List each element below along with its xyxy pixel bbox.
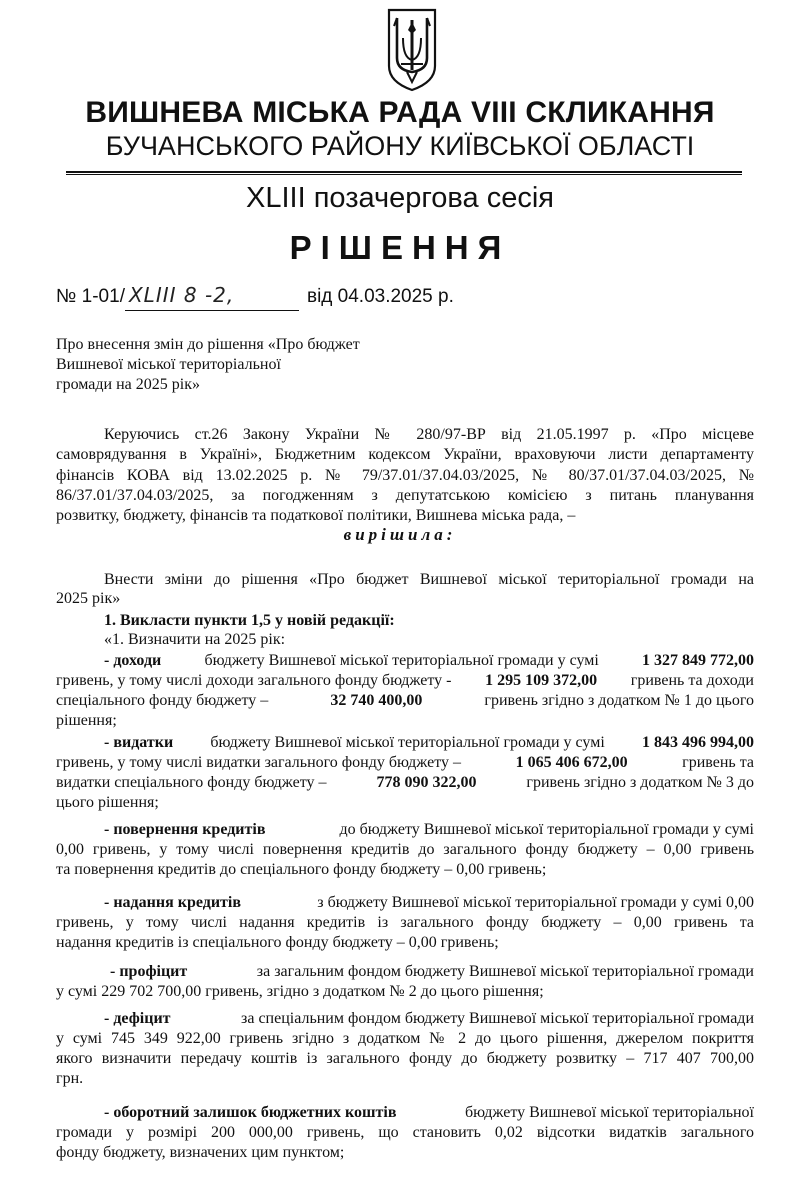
income-line: рішення;	[56, 712, 117, 729]
document-date: 04.03.2025 р.	[337, 286, 454, 307]
income-label: - доходи	[104, 652, 162, 669]
loan-issue-line	[104, 893, 754, 913]
income-total: 1 327 849 772,00	[641, 652, 754, 669]
income-line	[104, 651, 754, 671]
loan-return-line: та повернення кредитів до спеціального фонду бюджету – 0,00 гривень;	[56, 861, 547, 878]
deficit-text: за спеціальним фондом бюджету Вишневої міської територіальної громади	[241, 1010, 754, 1027]
deficit-line: у сумі 745 349 922,00 гривень згідно з додатком № 2 до цього рішення, джерелом покриття	[56, 1030, 754, 1047]
loan-return-line: 0,00 гривень, у тому числі повернення кредитів до загального фонду бюджету – 0,00 гривень	[56, 841, 754, 858]
income-text: гривень та доходи	[630, 672, 754, 689]
working-balance-line	[104, 1103, 754, 1123]
deficit-line: якого визначити передачу коштів із загального фонду до бюджету розвитку – 717 407 700,00	[56, 1050, 754, 1067]
subject-line: громади на 2025 рік»	[56, 376, 200, 393]
expenses-general: 1 065 406 672,00	[515, 754, 628, 771]
loan-return-text: до бюджету Вишневої міської територіальної громади у сумі	[339, 821, 754, 838]
subject-line: Вишневої міської територіальної	[56, 356, 281, 373]
expenses-special: 778 090 322,00	[376, 774, 477, 791]
expenses-text: гривень, у тому числі видатки загального фонду бюджету –	[56, 754, 462, 771]
income-text: гривень згідно з додатком № 1 до цього	[484, 692, 754, 709]
header-divider	[66, 171, 742, 175]
surplus-line	[110, 962, 754, 982]
loan-return-label: - повернення кредитів	[104, 821, 266, 838]
item1-subheading: «1. Визначити на 2025 рік:	[104, 631, 286, 648]
preamble-line: самоврядування в Україні», Бюджетним кодексом України, враховуючи листи департаменту	[56, 446, 754, 463]
expenses-line: цього рішення;	[56, 794, 159, 811]
expenses-line	[56, 773, 754, 793]
working-balance-label: - оборотний залишок бюджетних коштів	[104, 1104, 397, 1121]
working-balance-line: фонду бюджету, визначених цим пунктом;	[56, 1144, 345, 1161]
income-special: 32 740 400,00	[330, 692, 423, 709]
income-text: спеціального фонду бюджету –	[56, 692, 269, 709]
deficit-line: грн.	[56, 1070, 84, 1087]
subject-line: Про внесення змін до рішення «Про бюджет	[56, 336, 360, 353]
session-title: XLIII позачергова сесія	[246, 182, 554, 214]
preamble-line: Керуючись ст.26 Закону України № 280/97-ВР від 21.05.1997 р. «Про місцеве	[104, 426, 754, 443]
deficit-line	[104, 1009, 754, 1029]
resolved-heading: вирішила:	[343, 525, 457, 544]
expenses-label: - видатки	[104, 734, 174, 751]
loan-issue-line: гривень, у тому числі надання кредитів із загального фонду бюджету – 0,00 гривень та	[56, 914, 754, 931]
surplus-text: за загальним фондом бюджету Вишневої міської територіальної громади	[256, 963, 754, 980]
expenses-text: бюджету Вишневої міської територіальної громади у сумі	[210, 734, 605, 751]
income-general: 1 295 109 372,00	[485, 672, 598, 689]
income-line	[56, 671, 754, 691]
income-line	[56, 691, 754, 711]
expenses-total: 1 843 496 994,00	[641, 734, 754, 751]
loan-issue-line: надання кредитів із спеціального фонду бюджету – 0,00 гривень;	[56, 934, 499, 951]
preamble-line: 86/37.01/37.04.03/2025, за погодженням з депутатською комісією з питань планування	[56, 487, 754, 504]
date-prefix: від	[306, 286, 333, 307]
working-balance-text: бюджету Вишневої міської територіальної	[464, 1104, 754, 1121]
document-number-line	[56, 280, 454, 312]
expenses-text: гривень та	[682, 754, 754, 771]
working-balance-line: громади у розмірі 200 000,00 гривень, що становить 0,02 відсотки видатків загального	[56, 1124, 754, 1141]
surplus-line: у сумі 229 702 700,00 гривень, згідно з додатком № 2 до цього рішення;	[56, 983, 544, 1000]
expenses-line	[56, 753, 754, 773]
trident-emblem-icon	[387, 8, 437, 92]
decision-subject	[56, 335, 456, 395]
decision-title: РІШЕННЯ	[289, 229, 511, 266]
loan-issue-text: з бюджету Вишневої міської територіальної громади у сумі 0,00	[317, 894, 754, 911]
item1-heading: 1. Викласти пункти 1,5 у новій редакції:	[104, 612, 395, 629]
council-name: ВИШНЕВА МІСЬКА РАДА VIII СКЛИКАННЯ	[85, 96, 715, 129]
preamble-line: розвитку, бюджету, фінансів та податкової політики, Вишнева міська рада, –	[56, 507, 576, 524]
document-number-prefix: № 1-01/	[56, 286, 125, 307]
preamble-line: фінансів КОВА від 13.02.2025 р. № 79/37.01/37.04.03/2025, № 80/37.01/37.04.03/2025, №	[56, 467, 754, 484]
expenses-text: гривень згідно з додатком № 3 до	[526, 774, 754, 791]
loan-return-line	[104, 820, 754, 840]
intro-line: 2025 рік»	[56, 590, 121, 607]
document-number-handwritten: XLIII 8 -2,	[125, 280, 299, 311]
expenses-line	[104, 733, 754, 753]
intro-line: Внести зміни до рішення «Про бюджет Вишневої міської територіальної громади на	[104, 571, 754, 588]
district-name: БУЧАНСЬКОГО РАЙОНУ КИЇВСЬКОЇ ОБЛАСТІ	[105, 131, 695, 161]
income-text: бюджету Вишневої міської територіальної громади у сумі	[204, 652, 599, 669]
surplus-label: - профіцит	[110, 963, 188, 980]
income-text: гривень, у тому числі доходи загального фонду бюджету -	[56, 672, 452, 689]
expenses-text: видатки спеціального фонду бюджету –	[56, 774, 327, 791]
loan-issue-label: - надання кредитів	[104, 894, 241, 911]
deficit-label: - дефіцит	[104, 1010, 171, 1027]
